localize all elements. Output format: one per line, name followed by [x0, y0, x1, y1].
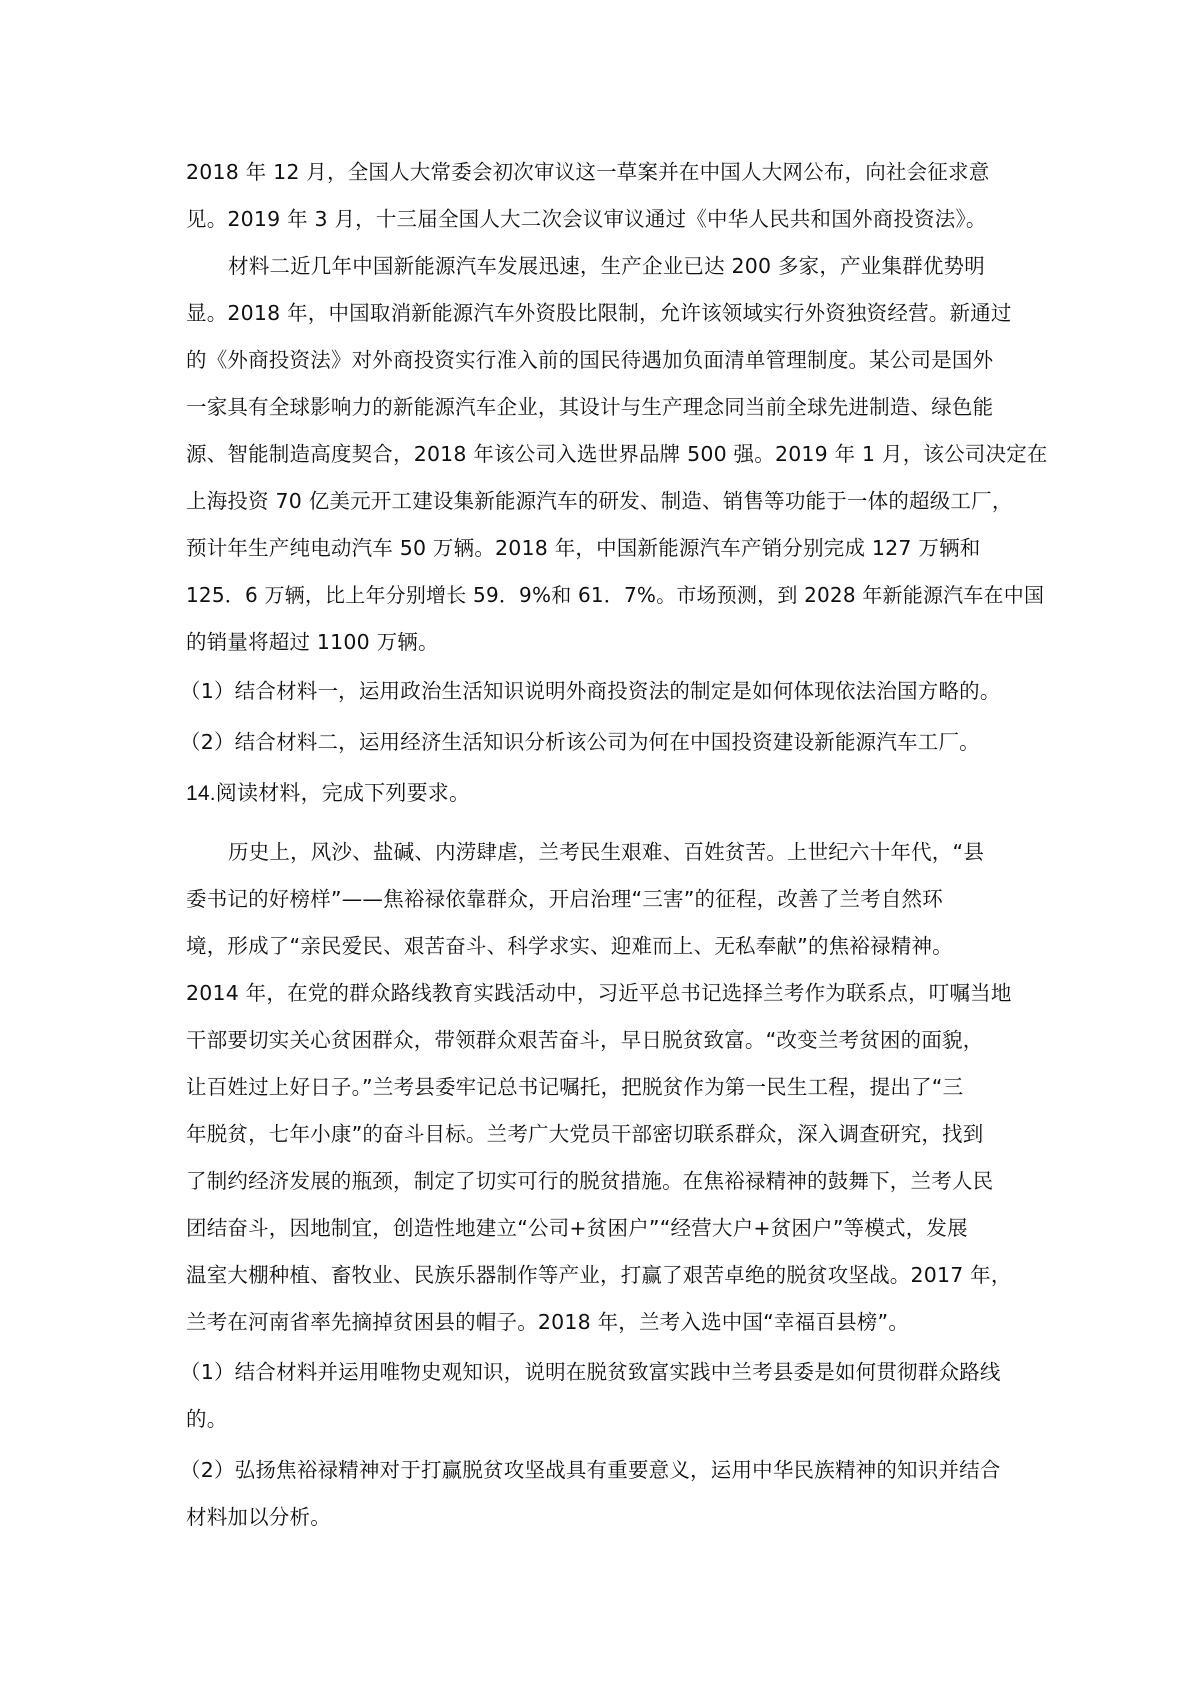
text-line: 一家具有全球影响力的新能源汽车企业，其设计与生产理念同当前全球先进制造、绿色能 — [186, 395, 994, 419]
question-item: （1）结合材料一，运用政治生活知识说明外商投资法的制定是如何体现依法治国方略的。 — [180, 679, 1001, 703]
question-title: 14.阅读材料，完成下列要求。 — [186, 782, 471, 805]
text-line: 的销量将超过 1100 万辆。 — [186, 630, 439, 654]
text-line: 干部要切实关心贫困群众，带领群众艰苦奋斗，早日脱贫致富。“改变兰考贫困的面貌， — [186, 1028, 984, 1052]
text-line: 见。2019 年 3 月，十三届全国人大二次会议审议通过《中华人民共和国外商投资法》。 — [186, 207, 987, 231]
text-line: 团结奋斗，因地制宜，创造性地建立“公司+贫困户”“经营大户+贫困户”等模式，发展 — [186, 1216, 968, 1240]
question-item: （1）结合材料并运用唯物史观知识，说明在脱贫致富实践中兰考县委是如何贯彻群众路线 — [180, 1360, 1001, 1384]
text-line: 境，形成了“亲民爱民、艰苦奋斗、科学求实、迎难而上、无私奉献”的焦裕禄精神。 — [186, 934, 953, 958]
question-item-continuation: 的。 — [186, 1407, 228, 1431]
question-item-continuation: 材料加以分析。 — [186, 1505, 331, 1529]
text-line: 2018 年 12 月，全国人大常委会初次审议这一草案并在中国人大网公布，向社会征求意 — [186, 160, 990, 184]
text-line: 显。2018 年，中国取消新能源汽车外资股比限制，允许该领域实行外资独资经营。新通过 — [186, 301, 1012, 325]
text-line: 预计年生产纯电动汽车 50 万辆。2018 年，中国新能源汽车产销分别完成 127 万辆和 — [186, 536, 981, 560]
text-line: 源、智能制造高度契合，2018 年该公司入选世界品牌 500 强。2019 年 1 月，该公司决定在 — [186, 442, 1048, 466]
text-line: 125．6 万辆，比上年分别增长 59．9%和 61．7%。市场预测，到 2028 年新能源汽车在中国 — [186, 583, 1045, 607]
text-line: 2014 年，在党的群众路线教育实践活动中，习近平总书记选择兰考作为联系点，叮嘱当地 — [186, 981, 1012, 1005]
text-line: 年脱贫，七年小康”的奋斗目标。兰考广大党员干部密切联系群众，深入调查研究，找到 — [186, 1122, 984, 1146]
question-item: （2）弘扬焦裕禄精神对于打赢脱贫攻坚战具有重要意义，运用中华民族精神的知识并结合 — [180, 1458, 1001, 1482]
text-line: 的《外商投资法》对外商投资实行准入前的国民待遇加负面清单管理制度。某公司是国外 — [186, 348, 994, 372]
text-line: 温室大棚种植、畜牧业、民族乐器制作等产业，打赢了艰苦卓绝的脱贫攻坚战。2017 年， — [186, 1263, 1012, 1287]
material-first-line: 历史上，风沙、盐碱、内涝肆虐，兰考民生艰难、百姓贫苦。上世纪六十年代，“县 — [228, 840, 985, 864]
text-line: 让百姓过上好日子。”兰考县委牢记总书记嘱托，把脱贫作为第一民生工程，提出了“三 — [186, 1075, 964, 1099]
text-line: 委书记的好榜样”——焦裕禄依靠群众，开启治理“三害”的征程，改善了兰考自然环 — [186, 887, 943, 911]
text-line: 上海投资 70 亿美元开工建设集新能源汽车的研发、制造、销售等功能于一体的超级工厂， — [186, 489, 1013, 513]
material-two-first-line: 材料二近几年中国新能源汽车发展迅速，生产企业已达 200 多家，产业集群优势明 — [228, 254, 985, 278]
text-line: 了制约经济发展的瓶颈，制定了切实可行的脱贫措施。在焦裕禄精神的鼓舞下，兰考人民 — [186, 1169, 994, 1193]
text-line: 兰考在河南省率先摘掉贫困县的帽子。2018 年，兰考入选中国“幸福百县榜”。 — [186, 1310, 910, 1334]
question-item: （2）结合材料二，运用经济生活知识分析该公司为何在中国投资建设新能源汽车工厂。 — [180, 730, 980, 754]
